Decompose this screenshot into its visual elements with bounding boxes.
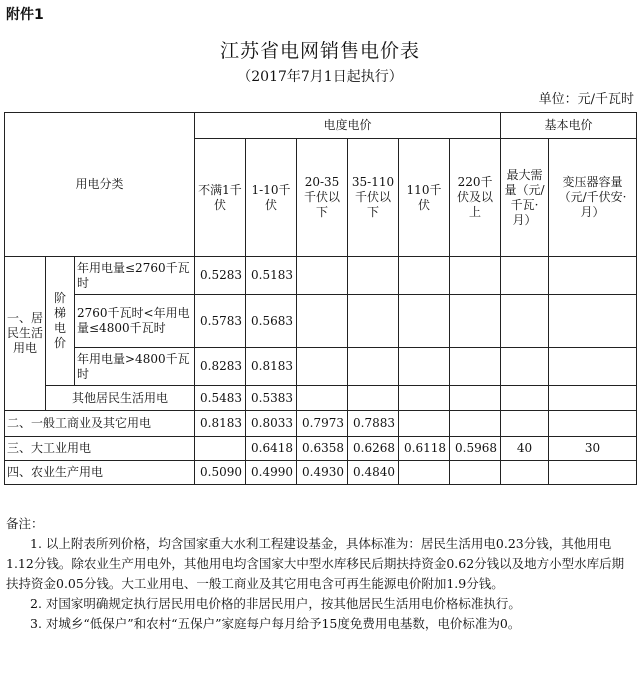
table-row — [5, 386, 637, 411]
value-cell — [297, 386, 348, 411]
value-cell: 0.6268 — [348, 437, 399, 461]
value-cell — [297, 295, 348, 348]
residential-group-label: 一、居民生活用电 — [5, 257, 46, 411]
value-cell — [501, 411, 549, 437]
header-row-1 — [5, 113, 637, 139]
table-row — [5, 411, 637, 437]
table-row — [5, 461, 637, 485]
note-item: 3. 对城乡“低保户”和农村“五保户”家庭每户每月给予15度免费用电基数，电价标准为0。 — [30, 616, 521, 631]
value-cell — [348, 348, 399, 386]
value-cell — [549, 257, 637, 295]
table-row — [5, 257, 637, 295]
notes-section — [6, 514, 634, 634]
value-cell: 0.7883 — [348, 411, 399, 437]
transformer-capacity-header: 变压器容量（元/千伏安·月） — [549, 139, 637, 257]
row-label: 年用电量≤2760千瓦时 — [75, 257, 195, 295]
value-cell: 0.8183 — [195, 411, 246, 437]
unit-label: 单位：元/千瓦时 — [538, 92, 634, 107]
value-cell — [501, 295, 549, 348]
voltage-header: 不满1千伏 — [195, 139, 246, 257]
category-header: 用电分类 — [5, 113, 195, 257]
value-cell — [399, 295, 450, 348]
value-cell — [195, 437, 246, 461]
voltage-header: 110千伏 — [399, 139, 450, 257]
value-cell: 0.8033 — [246, 411, 297, 437]
value-cell: 0.7973 — [297, 411, 348, 437]
value-cell: 0.4990 — [246, 461, 297, 485]
value-cell — [549, 411, 637, 437]
value-cell — [399, 386, 450, 411]
document-subtitle: （2017年7月1日起执行） — [237, 69, 403, 85]
value-cell — [450, 386, 501, 411]
value-cell — [399, 411, 450, 437]
value-cell — [348, 295, 399, 348]
value-cell — [549, 348, 637, 386]
value-cell — [450, 411, 501, 437]
notes-heading: 备注： — [6, 516, 44, 531]
row-label: 年用电量>4800千瓦时 — [75, 348, 195, 386]
value-cell — [297, 257, 348, 295]
attachment-label: 附件1 — [6, 7, 44, 23]
value-cell: 0.6418 — [246, 437, 297, 461]
value-cell — [501, 348, 549, 386]
value-cell: 0.5968 — [450, 437, 501, 461]
row-label: 四、农业生产用电 — [5, 461, 195, 485]
value-cell: 30 — [549, 437, 637, 461]
value-cell — [348, 257, 399, 295]
note-item: 2. 对国家明确规定执行居民用电价格的非居民用户，按其他居民生活用电价格标准执行。 — [30, 596, 521, 611]
voltage-header: 1-10千伏 — [246, 139, 297, 257]
basic-price-header: 基本电价 — [501, 113, 637, 139]
row-label: 2760千瓦时<年用电量≤4800千瓦时 — [75, 295, 195, 348]
value-cell: 0.5090 — [195, 461, 246, 485]
value-cell — [450, 257, 501, 295]
voltage-header: 20-35千伏以下 — [297, 139, 348, 257]
value-cell: 0.8283 — [195, 348, 246, 386]
table-row — [5, 348, 637, 386]
value-cell — [549, 295, 637, 348]
value-cell: 0.5683 — [246, 295, 297, 348]
value-cell — [549, 461, 637, 485]
value-cell — [348, 386, 399, 411]
note-item: 1. 以上附表所列价格，均含国家重大水利工程建设基金，具体标准为：居民生活用电0.23分钱，其他用电1.12分钱。除农业生产用电外，其他用电均含国家大中型水库移民后期扶持资金0.62分钱以及地方小型水库后期扶持资金0.05分钱。大工业用电、一般工商业及其它用电含可再生能源电价附加1.9分钱。 — [6, 536, 625, 591]
value-cell: 0.6118 — [399, 437, 450, 461]
value-cell — [501, 386, 549, 411]
value-cell: 0.5283 — [195, 257, 246, 295]
tiered-price-label: 阶梯电价 — [46, 257, 75, 386]
row-label: 三、大工业用电 — [5, 437, 195, 461]
value-cell — [297, 348, 348, 386]
voltage-header: 35-110千伏以下 — [348, 139, 399, 257]
table-row — [5, 295, 637, 348]
row-label: 二、一般工商业及其它用电 — [5, 411, 195, 437]
value-cell: 0.6358 — [297, 437, 348, 461]
document-title: 江苏省电网销售电价表 — [219, 40, 420, 62]
value-cell: 0.4930 — [297, 461, 348, 485]
value-cell: 40 — [501, 437, 549, 461]
value-cell: 0.4840 — [348, 461, 399, 485]
table-row — [5, 437, 637, 461]
price-table — [4, 112, 637, 485]
value-cell — [450, 348, 501, 386]
value-cell: 0.5483 — [195, 386, 246, 411]
value-cell — [450, 461, 501, 485]
row-label: 其他居民生活用电 — [46, 386, 195, 411]
value-cell — [501, 461, 549, 485]
value-cell — [501, 257, 549, 295]
value-cell — [549, 386, 637, 411]
value-cell — [450, 295, 501, 348]
value-cell — [399, 461, 450, 485]
voltage-header: 220千伏及以上 — [450, 139, 501, 257]
value-cell: 0.8183 — [246, 348, 297, 386]
value-cell: 0.5783 — [195, 295, 246, 348]
value-cell — [399, 348, 450, 386]
max-demand-header: 最大需量（元/千瓦·月） — [501, 139, 549, 257]
value-cell: 0.5183 — [246, 257, 297, 295]
value-cell — [399, 257, 450, 295]
value-cell: 0.5383 — [246, 386, 297, 411]
energy-price-header: 电度电价 — [195, 113, 501, 139]
